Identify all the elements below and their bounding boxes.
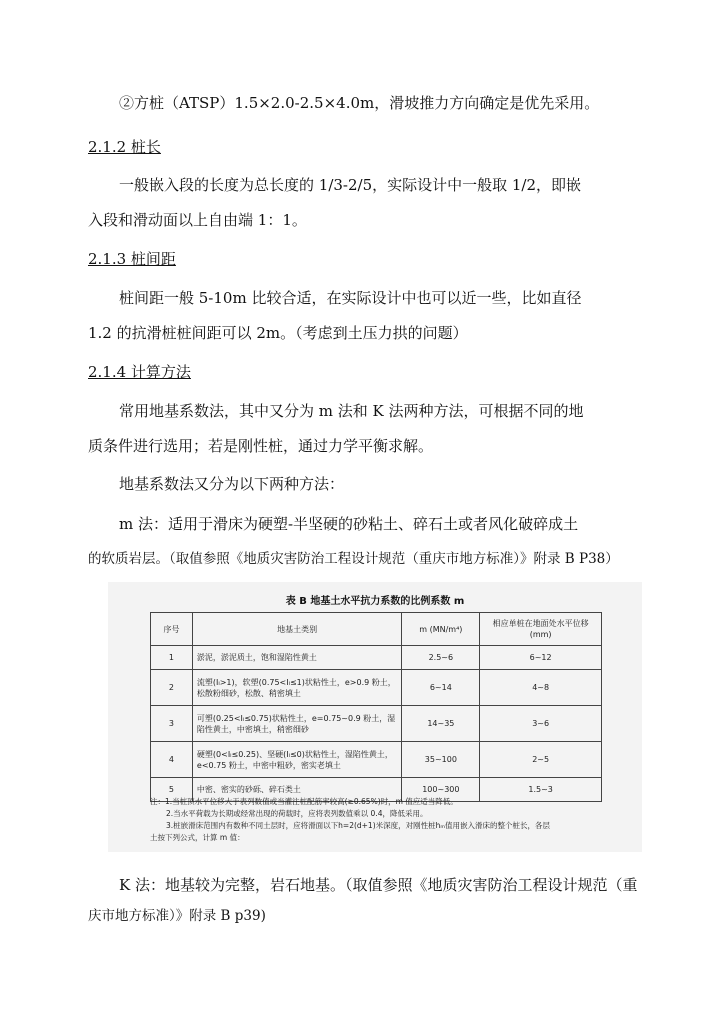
cell-soil: 中密、密实的砂砾、碎石类土 [192,778,402,802]
cell-no: 3 [151,706,193,742]
header-soil: 地基土类别 [192,613,402,646]
paragraph-calculation-line2: 质条件进行选用；若是刚性桩，通过力学平衡求解。 [88,437,434,455]
cell-soil: 淤泥，淤泥质土，饱和湿陷性黄土 [192,646,402,670]
cell-m: 14~35 [402,706,480,742]
section-heading-pile-spacing: 2.1.3 桩间距 [88,250,176,268]
table-notes [150,796,630,844]
cell-no: 2 [151,670,193,706]
paragraph-k-method-line1: K 法：地基较为完整，岩石地基。（取值参照《地质灾害防治工程设计规范（重 [119,876,638,894]
table-header-row [151,613,602,646]
cell-soil: 可塑(0.25<Iₗ≤0.75)状粘性土，e=0.75~0.9 粉土，湿陷性黄土，中密填土，稍密细砂 [192,706,402,742]
cell-m: 100~300 [402,778,480,802]
paragraph-calculation-line1: 常用地基系数法，其中又分为 m 法和 K 法两种方法，可根据不同的地 [119,402,584,420]
table-row [151,742,602,778]
header-m: m (MN/m⁴) [402,613,480,646]
table-note: 注：1.当桩顶水平位移大于表列数值或当灌注桩配筋率较高(≥0.65%)时，m 值应适当降低。 [150,797,458,806]
cell-displacement: 1.5~3 [480,778,602,802]
table-row [151,706,602,742]
section-heading-calculation: 2.1.4 计算方法 [88,363,191,381]
table-title: 表 B 地基土水平抗力系数的比例系数 m [285,596,465,607]
cell-no: 4 [151,742,193,778]
paragraph-two-methods: 地基系数法又分为以下两种方法： [119,475,345,493]
table-figure [108,582,642,852]
cell-soil: 硬塑(0<Iₗ≤0.25)、坚硬(Iₗ≤0)状粘性土，湿陷性黄土，e<0.75 粉土，中密中粗砂，密实老填土 [192,742,402,778]
paragraph-pile-length-line1: 一般嵌入段的长度为总长度的 1/3-2/5，实际设计中一般取 1/2，即嵌 [119,176,582,194]
table-row [151,646,602,670]
header-no: 序号 [151,613,193,646]
section-heading-pile-length: 2.1.2 桩长 [88,138,161,156]
cell-m: 35~100 [402,742,480,778]
cell-displacement: 3~6 [480,706,602,742]
table-row [151,670,602,706]
cell-soil: 流塑(Iₗ>1)，软塑(0.75<Iₗ≤1)状粘性土，e>0.9 粉土，松散粉细砂，松散、稍密填土 [192,670,402,706]
table-note: 3.桩嵌滑床范围内有数种不同土层时，应将滑面以下h=2(d+1)米深度，对刚性桩hₘ值用嵌入滑床的整个桩长，各层 [166,821,551,830]
cell-no: 1 [151,646,193,670]
paragraph-pile-length-line2: 入段和滑动面以上自由端 1：1。 [88,211,307,229]
cell-displacement: 6~12 [480,646,602,670]
m-coefficient-table [150,612,602,802]
table-note: 土按下列公式，计算 m 值： [150,833,245,842]
paragraph-pile-spacing-line2: 1.2 的抗滑桩桩间距可以 2m。（考虑到土压力拱的问题） [88,324,468,342]
header-displacement: 相应单桩在地面处水平位移(mm) [480,613,602,646]
paragraph-pile-spacing-line1: 桩间距一般 5-10m 比较合适，在实际设计中也可以近一些，比如直径 [119,289,582,307]
cell-displacement: 2~5 [480,742,602,778]
paragraph-k-method-line2: 庆市地方标准）》附录 B p39) [88,908,266,924]
paragraph-square-pile: ②方桩（ATSP）1.5×2.0-2.5×4.0m，滑坡推力方向确定是优先采用。 [119,94,600,112]
cell-m: 6~14 [402,670,480,706]
table-note: 2.当水平荷载为长期或经常出现的荷载时，应将表列数值乘以 0.4，降低采用。 [166,809,428,818]
cell-displacement: 4~8 [480,670,602,706]
paragraph-m-method-line2: 的软质岩层。（取值参照《地质灾害防治工程设计规范（重庆市地方标准）》附录 B P38） [88,551,619,567]
cell-no: 5 [151,778,193,802]
paragraph-m-method-line1: m 法：适用于滑床为硬塑-半坚硬的砂粘土、碎石土或者风化破碎成土 [119,515,579,533]
cell-m: 2.5~6 [402,646,480,670]
